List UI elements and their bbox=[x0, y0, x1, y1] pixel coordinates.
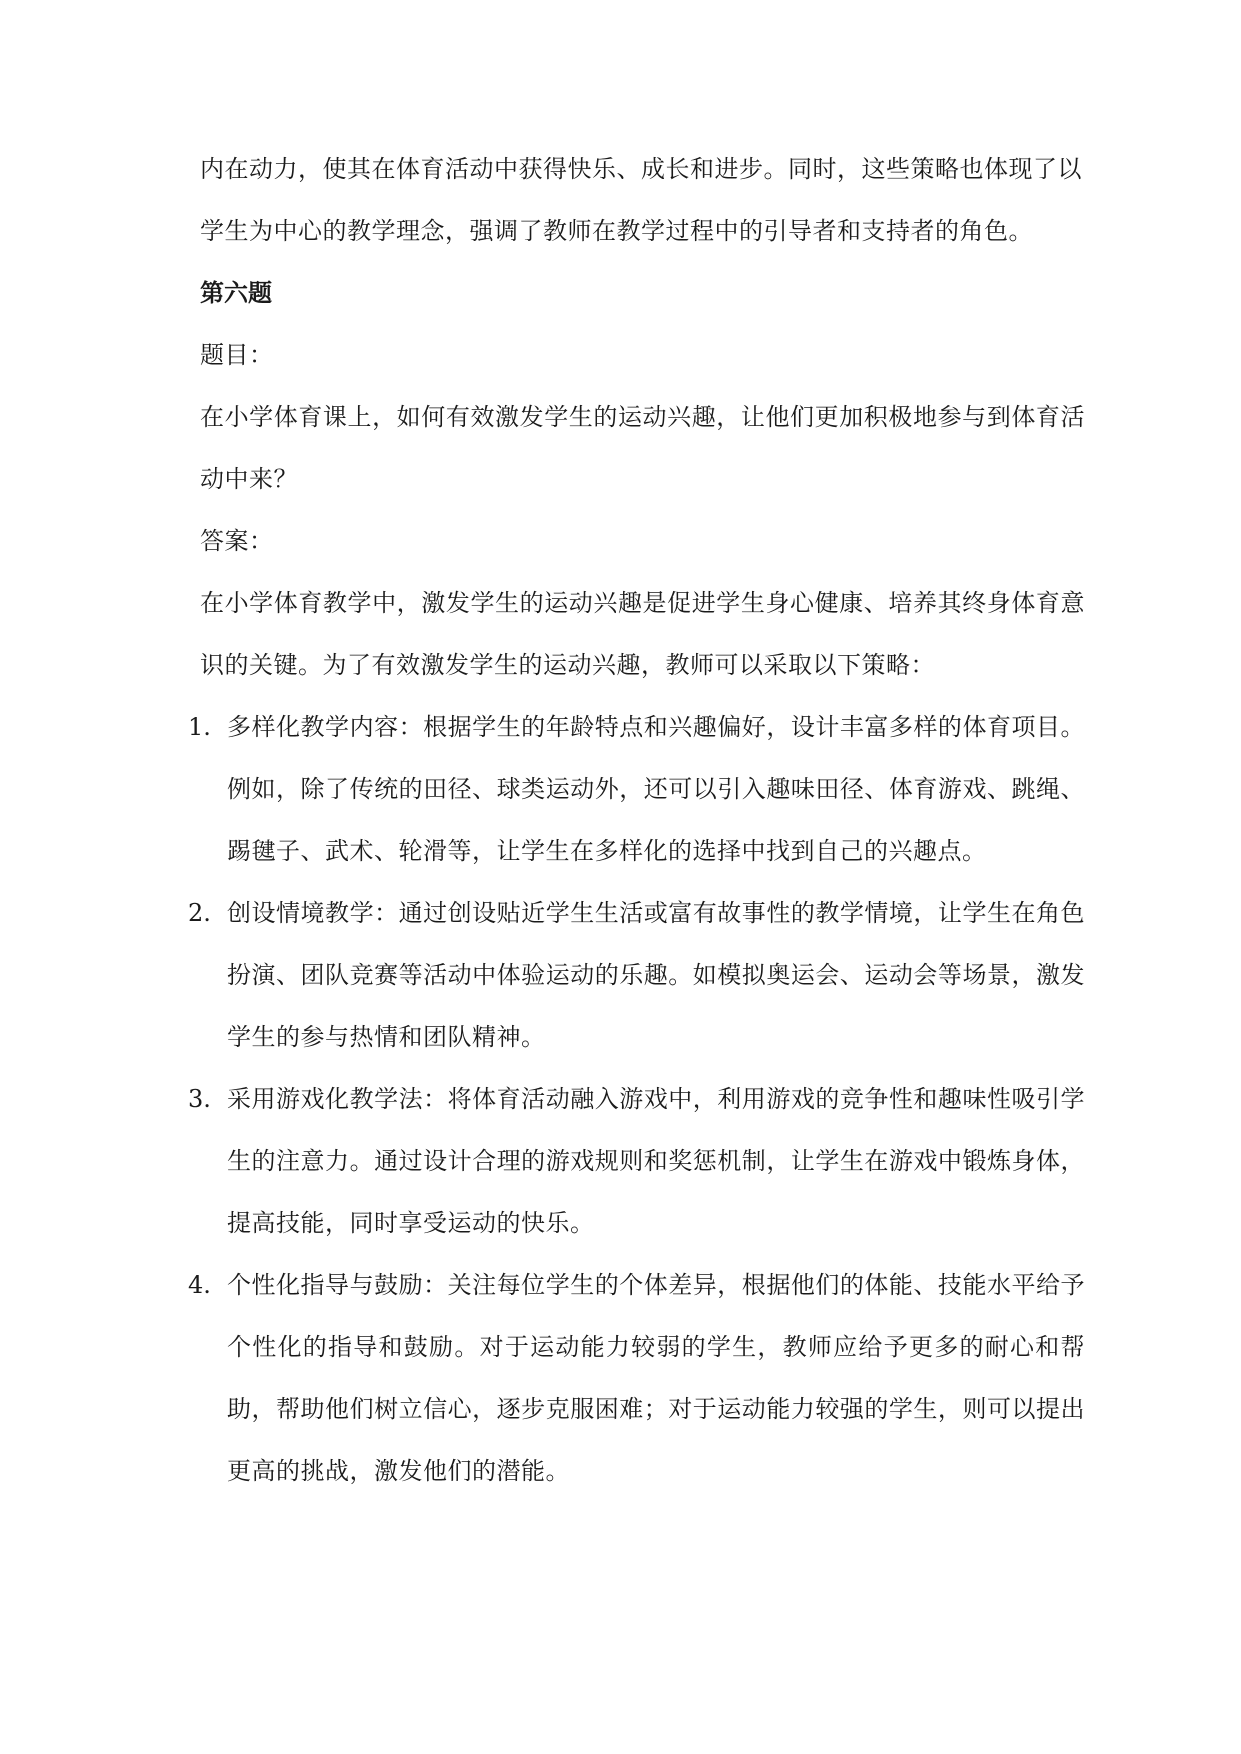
question-text: 在小学体育课上，如何有效激发学生的运动兴趣，让他们更加积极地参与到体育活动中来？ bbox=[200, 403, 1085, 493]
strategy-list bbox=[188, 696, 1085, 1502]
answer-label: 答案： bbox=[200, 527, 274, 555]
list-marker: 3. bbox=[188, 1085, 211, 1113]
list-item bbox=[188, 696, 1085, 882]
list-item-text: 采用游戏化教学法：将体育活动融入游戏中，利用游戏的竞争性和趣味性吸引学生的注意力。通过设计合理的游戏规则和奖惩机制，让学生在游戏中锻炼身体，提高技能，同时享受运动的快乐。 bbox=[227, 1085, 1085, 1237]
list-marker: 2. bbox=[188, 899, 211, 927]
list-item bbox=[188, 1068, 1085, 1254]
answer-intro: 在小学体育教学中，激发学生的运动兴趣是促进学生身心健康、培养其终身体育意识的关键。为了有效激发学生的运动兴趣，教师可以采取以下策略： bbox=[200, 589, 1085, 679]
list-item bbox=[188, 882, 1085, 1068]
list-marker: 1. bbox=[188, 713, 211, 741]
page-content bbox=[188, 138, 1085, 1502]
list-item-text: 个性化指导与鼓励：关注每位学生的个体差异，根据他们的体能、技能水平给予个性化的指导和鼓励。对于运动能力较弱的学生，教师应给予更多的耐心和帮助，帮助他们树立信心，逐步克服困难；对于运动能力较强的学生，则可以提出更高的挑战，激发他们的潜能。 bbox=[227, 1271, 1085, 1485]
question-label: 题目： bbox=[200, 341, 274, 369]
list-marker: 4. bbox=[188, 1271, 211, 1299]
intro-line-1: 内在动力，使其在体育活动中获得快乐、成长和进步。同时，这些策略也体现了以 bbox=[200, 155, 1082, 183]
intro-line-2: 学生为中心的教学理念，强调了教师在教学过程中的引导者和支持者的角色。 bbox=[200, 217, 1033, 245]
list-item bbox=[188, 1254, 1085, 1502]
section-title: 第六题 bbox=[200, 279, 272, 307]
list-item-text: 创设情境教学：通过创设贴近学生生活或富有故事性的教学情境，让学生在角色扮演、团队竞赛等活动中体验运动的乐趣。如模拟奥运会、运动会等场景，激发学生的参与热情和团队精神。 bbox=[227, 899, 1085, 1051]
list-item-text: 多样化教学内容：根据学生的年龄特点和兴趣偏好，设计丰富多样的体育项目。例如，除了传统的田径、球类运动外，还可以引入趣味田径、体育游戏、跳绳、踢毽子、武术、轮滑等，让学生在多样化的选择中找到自己的兴趣点。 bbox=[227, 713, 1085, 865]
